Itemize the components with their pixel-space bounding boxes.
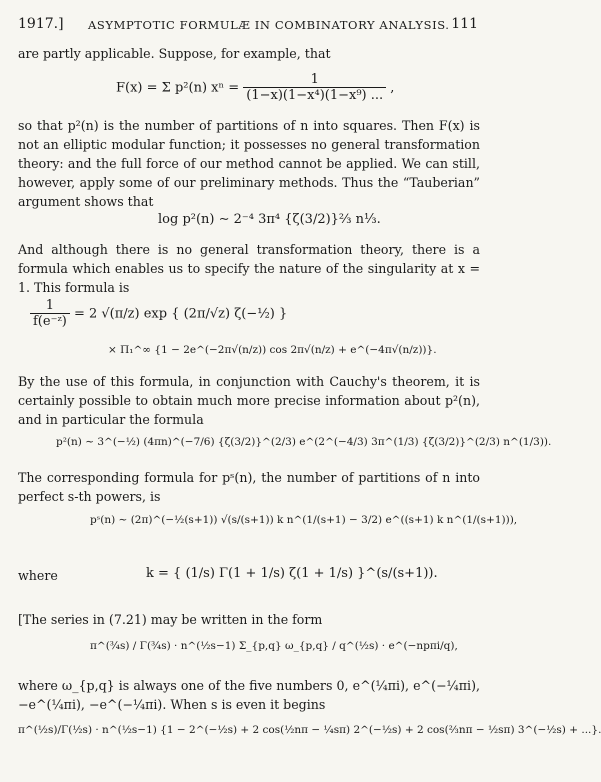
equation-5: pˢ(n) ∼ (2π)^(−½(s+1)) √(s/(s+1)) k n^(1/(s+1) − 3/2) e^((s+1) k n^(1/(s+1))), — [90, 514, 518, 526]
equation-2: log p²(n) ∼ 2⁻⁴ 3π⁴ {ζ(3/2)}⅔ n⅓. — [158, 212, 381, 227]
paragraph-2: so that p²(n) is the number of partitions of n into squares. Then F(x) is not an elliptic modular function; it possesses no general transformation theory: and the full force of our method cannot be applied. We can still, however, apply some of our preliminary methods. Thus the “Tauberian” argument shows that — [18, 118, 480, 209]
paragraph-6: [The series in (7.21) may be written in the form — [18, 612, 323, 627]
equation-3-denominator: f(e⁻ᶻ) — [33, 314, 67, 329]
equation-3-numerator: 1 — [30, 298, 70, 314]
equation-8: π^(½s)/Γ(½s) · n^(½s−1) {1 − 2^(−½s) + 2 cos(½nπ − ¼sπ) 2^(−½s) + 2 cos(⅔nπ − ½sπ) 3^(−½s) + ...}. — [18, 724, 601, 736]
paragraph-5: The corresponding formula for pˢ(n), the number of partitions of n into perfect s-th powers, is — [18, 470, 480, 504]
running-header — [18, 16, 478, 38]
page-number: 111 — [451, 16, 478, 32]
paragraph-7: where ω_{p,q} is always one of the five numbers 0, e^(¼πi), e^(−¼πi), −e^(¼πi), −e^(−¼πi). When s is even it begins — [18, 678, 480, 712]
equation-1-fraction — [243, 72, 386, 104]
equation-7: π^(¾s) / Γ(¾s) · n^(½s−1) Σ_{p,q} ω_{p,q} / q^(½s) · e^(−npπi/q), — [90, 640, 458, 652]
equation-1 — [116, 72, 394, 104]
where-label: where — [18, 568, 58, 583]
header-year: 1917.] — [18, 16, 64, 32]
paragraph-4: By the use of this formula, in conjunction with Cauchy's theorem, it is certainly possible to obtain much more precise information about p²(n), and in particular the formula — [18, 374, 480, 427]
equation-1-numerator: 1 — [243, 72, 386, 88]
equation-3-line-2: × Π₁^∞ {1 − 2e^(−2π√(n/z)) cos 2π√(n/z) + e^(−4π√(n/z))}. — [108, 344, 437, 356]
equation-3 — [30, 298, 287, 330]
equation-1-denominator: (1−x)(1−x⁴)(1−x⁹) ... — [246, 88, 384, 103]
header-title: ASYMPTOTIC FORMULÆ IN COMBINATORY ANALYSIS. — [88, 18, 450, 32]
paragraph-3: And although there is no general transformation theory, there is a formula which enables us to specify the nature of the singularity at x = 1. This formula is — [18, 242, 480, 295]
equation-4: p²(n) ∼ 3^(−½) (4πn)^(−7/6) {ζ(3/2)}^(2/3) e^(2^(−4/3) 3π^(1/3) {ζ(3/2)}^(2/3) n^(1/3)). — [56, 436, 552, 448]
equation-6: k = { (1/s) Γ(1 + 1/s) ζ(1 + 1/s) }^(s/(s+1)). — [146, 566, 438, 581]
equation-1-tail: , — [390, 80, 395, 96]
paragraph-1: are partly applicable. Suppose, for example, that — [18, 46, 331, 61]
equation-3-fraction — [30, 298, 70, 330]
equation-1-left: F(x) = Σ p²(n) xⁿ = — [116, 80, 240, 96]
equation-3-right: = 2 √(π/z) exp { (2π/√z) ζ(−½) } — [73, 306, 288, 322]
